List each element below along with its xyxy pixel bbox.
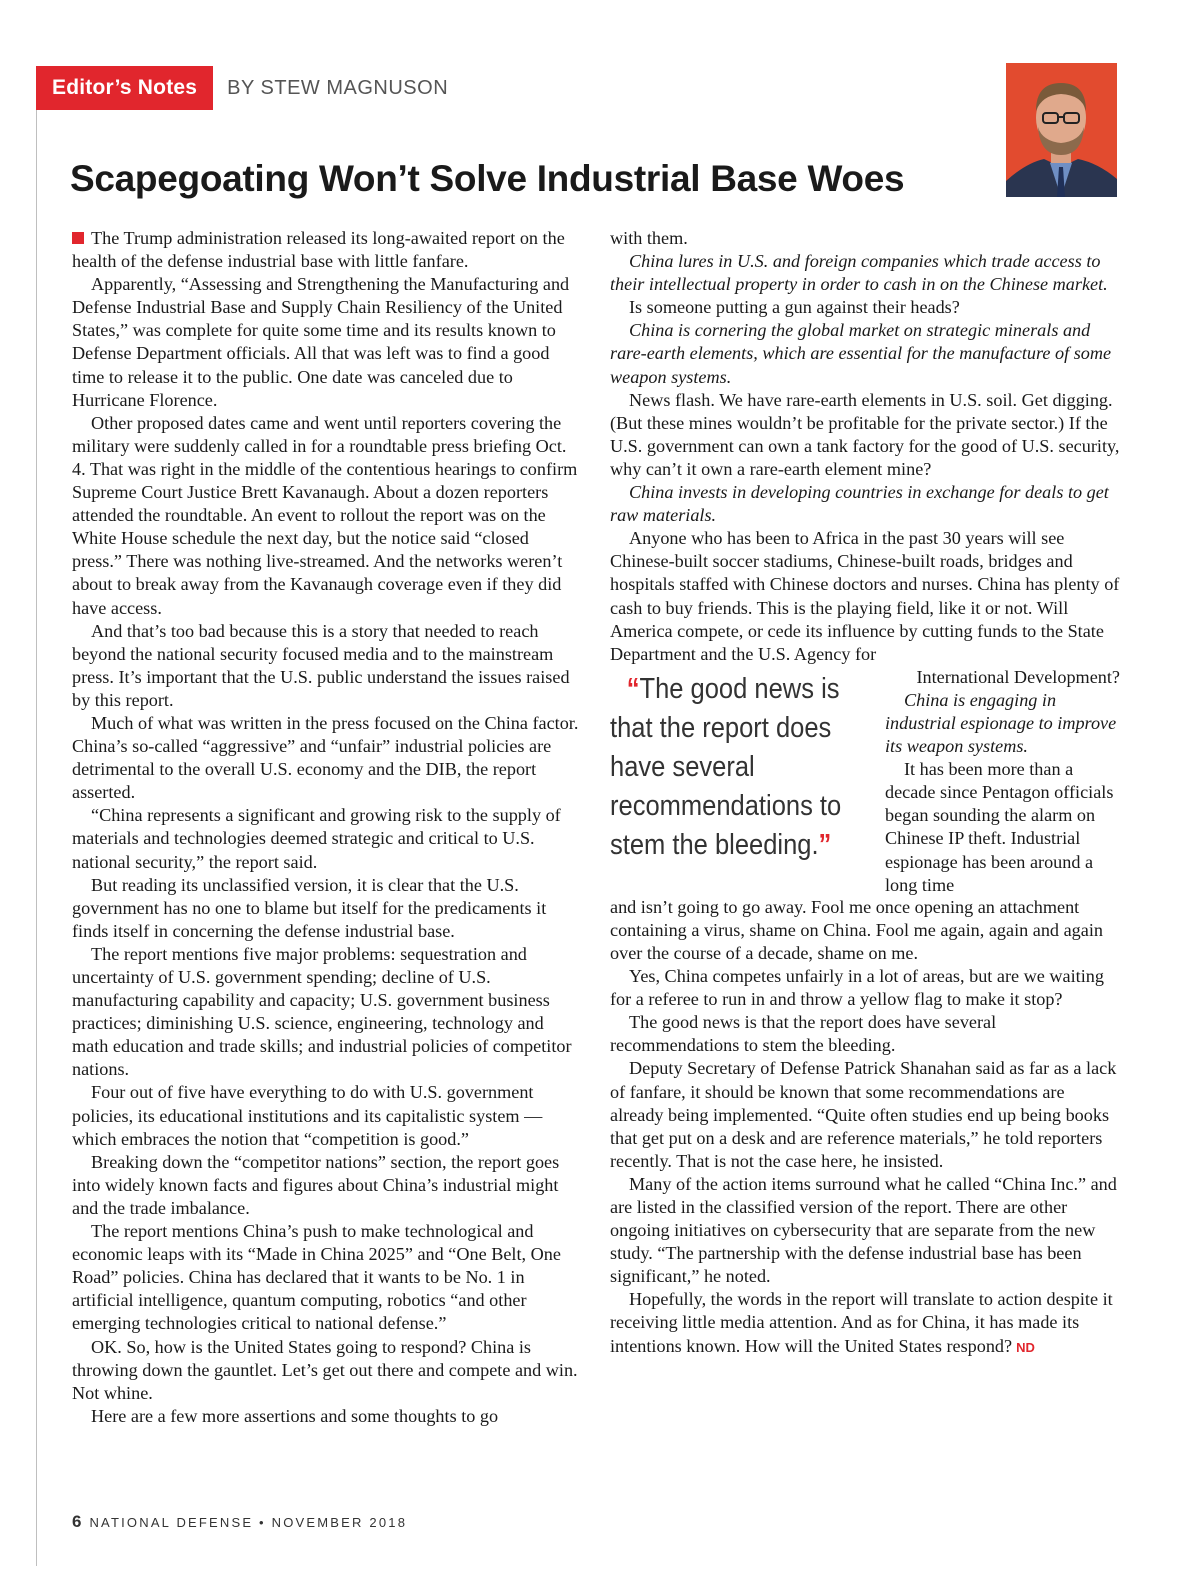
paragraph: Many of the action items surround what he called “China Inc.” and are listed in the classified version of the report. There are other ongoing initiatives on cybersecurity that are separate from the new study. “The partnership with the defense industrial base has been significant,” he noted. <box>610 1173 1117 1287</box>
left-column <box>72 227 582 1428</box>
paragraph: Deputy Secretary of Defense Patrick Shanahan said as far as a lack of fanfare, it should be known that some recommendations are already being implemented. “Quite often studies end up being books that get put on a desk and are reference materials,” he told reporters recently. That is not the case here, he insisted. <box>610 1058 1117 1171</box>
paragraph: The good news is that the report does have several recommendations to stem the bleeding. <box>610 1012 997 1056</box>
end-mark: ND <box>1016 1339 1035 1355</box>
section-header <box>36 66 448 110</box>
paragraph: And that’s too bad because this is a story that needed to reach beyond the national security focused media and to the mainstream press. It’s important that the U.S. public understand the issues raised by this report. <box>72 620 570 710</box>
paragraph: The report mentions five major problems: sequestration and uncertainty of U.S. government spending; decline of U.S. manufacturing capability and capacity; U.S. government business practices; diminishing U.S. science, engineering, technology and math education and trade skills; and industrial policies of competitor nations. <box>72 943 572 1080</box>
paragraph: Anyone who has been to Africa in the past 30 years will see Chinese-built soccer stadiums, Chinese-built roads, bridges and hospitals staffed with Chinese doctors and nurses. China has plenty of cash to buy friends. This is the playing field, like it or not. Will America compete, or cede its influence by cutting funds to the State Department and the U.S. Agency for <box>610 528 1120 664</box>
paragraph: OK. So, how is the United States going to respond? China is throwing down the gauntlet. Let’s get out there and compete and win. Not whine. <box>72 1336 578 1403</box>
bullet-square-icon <box>72 232 84 244</box>
italic-assertion: China is cornering the global market on strategic minerals and rare-earth elements, which are essential for the manufacture of some weapon systems. <box>610 320 1112 387</box>
paragraph: It has been more than a decade since Pentagon officials began sounding the alarm on Chinese IP theft. Industrial espionage has been around a long time <box>885 759 1114 895</box>
paragraph: Much of what was written in the press focused on the China factor. China’s so-called “aggressive” and “unfair” industrial policies are detrimental to the overall U.S. economy and the DIB, the report asserted. <box>72 712 579 803</box>
paragraph: “China represents a significant and growing risk to the supply of materials and technologies deemed strategic and critical to U.S. national security,” the report said. <box>72 805 561 872</box>
paragraph: with them. <box>610 228 688 248</box>
paragraph: Apparently, “Assessing and Strengthening the Manufacturing and Defense Industrial Base and Supply Chain Resiliency of the United States,” was complete for quite some time and its results known to Defense Department officials. All that was left was to find a good time to release it to the public. One date was canceled due to Hurricane Florence. <box>72 274 570 410</box>
paragraph: Breaking down the “competitor nations” section, the report goes into widely known facts and figures about China’s industrial might and the trade imbalance. <box>72 1151 560 1218</box>
byline: BY STEW MAGNUSON <box>227 76 449 99</box>
page-left-rule <box>36 66 37 1566</box>
narrow-column <box>885 666 1120 897</box>
pullquote <box>610 670 865 865</box>
paragraph: Four out of five have everything to do with U.S. government policies, its educational institutions and its capitalistic system — which embraces the notion that “competition is good.” <box>72 1082 543 1149</box>
italic-assertion: China lures in U.S. and foreign companies which trade access to their intellectual property in order to cash in on the Chinese market. <box>610 251 1108 295</box>
lead-paragraph: The Trump administration released its long-awaited report on the health of the defense industrial base with little fanfare. <box>72 228 565 272</box>
paragraph: Here are a few more assertions and some thoughts to go <box>91 1405 499 1426</box>
close-quote-mark: ” <box>818 828 832 861</box>
italic-assertion: China invests in developing countries in exchange for deals to get raw materials. <box>610 482 1109 526</box>
pullquote-text: The good news is that the report does have several recommendations to stem the bleeding. <box>610 672 842 861</box>
paragraph: News flash. We have rare-earth elements in U.S. soil. Get digging. (But these mines wouldn’t be profitable for the private sector.) If the U.S. government can own a tank factory for the good of U.S. security, why can’t it own a rare-earth element mine? <box>610 389 1120 479</box>
italic-assertion: China is engaging in industrial espionage to improve its weapon systems. <box>885 689 1117 757</box>
right-column <box>610 227 1120 1359</box>
open-quote-mark: “ <box>626 672 640 705</box>
pullquote-area <box>610 666 1120 896</box>
paragraph: and isn’t going to go away. Fool me once opening an attachment containing a virus, shame on China. Fool me again, again and again over the course of a decade, shame on me. <box>610 896 1103 963</box>
paragraph-continuation: International Development? <box>916 666 1120 687</box>
paragraph: Yes, China competes unfairly in a lot of areas, but are we waiting for a referee to run in and throw a yellow flag to make it stop? <box>610 966 1104 1010</box>
footer-text: NATIONAL DEFENSE • NOVEMBER 2018 <box>89 1515 408 1530</box>
paragraph: Other proposed dates came and went until reporters covering the military were suddenly called in for a roundtable press briefing Oct. 4. That was right in the middle of the contentious hearings to confirm Supreme Court Justice Brett Kavanaugh. About a dozen reporters attended the roundtable. An event to rollout the report was on the White House schedule the next day, but the notice said “closed press.” There was nothing live-streamed. And the networks weren’t about to break away from the Kavanaugh coverage even if they did have access. <box>72 412 578 618</box>
headline: Scapegoating Won’t Solve Industrial Base Woes <box>70 158 905 199</box>
page-number: 6 <box>72 1512 82 1531</box>
paragraph: The report mentions China’s push to make technological and economic leaps with its “Made in China 2025” and “One Belt, One Road” policies. China has declared that it wants to be No. 1 in artificial intelligence, quantum computing, robotics “and other emerging technologies critical to national defense.” <box>72 1221 561 1334</box>
section-tag: Editor’s Notes <box>36 66 213 110</box>
author-portrait-icon <box>1006 63 1117 197</box>
paragraph: Is someone putting a gun against their heads? <box>629 297 960 318</box>
page-footer <box>72 1512 407 1532</box>
final-paragraph: Hopefully, the words in the report will translate to action despite it receiving little media attention. And as for China, it has made its intentions known. How will the United States respond? ND <box>610 1289 1113 1356</box>
paragraph: But reading its unclassified version, it is clear that the U.S. government has no one to blame but itself for the predicaments it finds itself in concerning the defense industrial base. <box>72 874 547 941</box>
